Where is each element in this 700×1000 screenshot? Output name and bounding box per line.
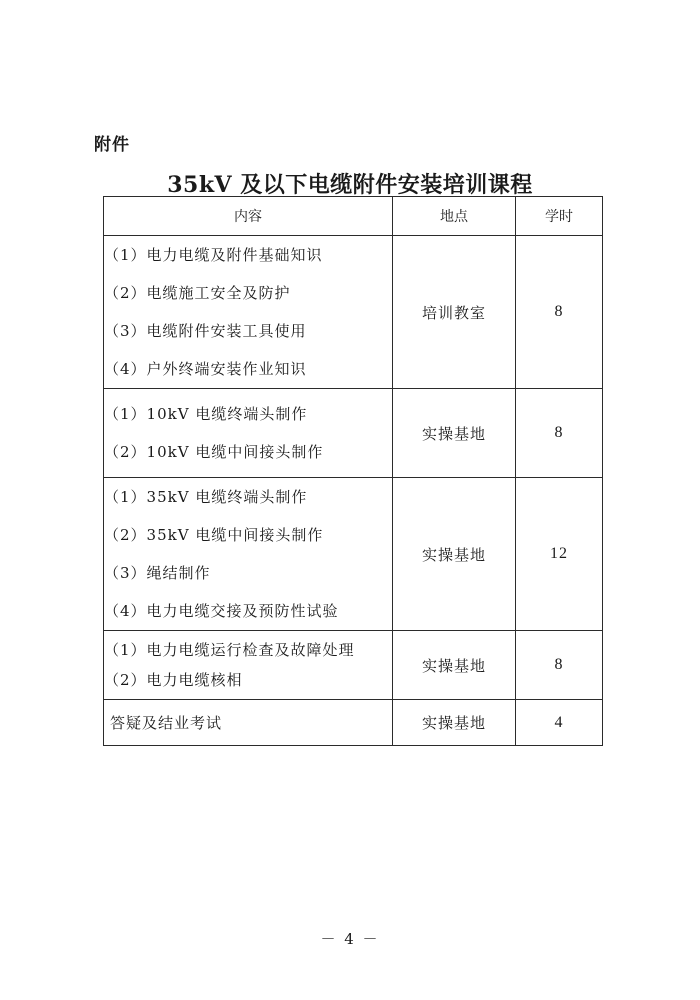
hours-cell: 8 bbox=[516, 389, 603, 478]
table-header-row bbox=[104, 197, 603, 236]
course-item: （1）10kV 电缆终端头制作 bbox=[104, 405, 308, 423]
document-title: 35kV 及以下电缆附件安装培训课程 bbox=[167, 172, 533, 198]
content-cell bbox=[104, 236, 393, 389]
hours-cell: 12 bbox=[516, 478, 603, 631]
table-row bbox=[104, 631, 603, 700]
course-table bbox=[103, 196, 603, 746]
course-item: 答疑及结业考试 bbox=[110, 714, 223, 732]
hours-cell: 8 bbox=[516, 631, 603, 700]
header-content: 内容 bbox=[104, 197, 393, 236]
course-item: （3）绳结制作 bbox=[104, 564, 211, 582]
hours-cell: 4 bbox=[516, 700, 603, 746]
attachment-label: 附件 bbox=[94, 135, 130, 155]
course-item: （1）电力电缆及附件基础知识 bbox=[104, 246, 323, 264]
place-cell: 培训教室 bbox=[393, 236, 516, 389]
header-place: 地点 bbox=[393, 197, 516, 236]
table-row bbox=[104, 236, 603, 389]
page-number: － 4 － bbox=[320, 930, 380, 948]
content-cell bbox=[104, 389, 393, 478]
place-cell: 实操基地 bbox=[393, 389, 516, 478]
header-hours: 学时 bbox=[516, 197, 603, 236]
content-cell bbox=[104, 478, 393, 631]
course-item: （1）35kV 电缆终端头制作 bbox=[104, 488, 308, 506]
course-item: （2）电缆施工安全及防护 bbox=[104, 284, 291, 302]
content-cell bbox=[104, 700, 393, 746]
course-item: （2）35kV 电缆中间接头制作 bbox=[104, 526, 324, 544]
hours-cell: 8 bbox=[516, 236, 603, 389]
course-item: （4）电力电缆交接及预防性试验 bbox=[104, 602, 339, 620]
course-item: （4）户外终端安装作业知识 bbox=[104, 360, 307, 378]
table-row bbox=[104, 700, 603, 746]
course-item: （2）10kV 电缆中间接头制作 bbox=[104, 443, 324, 461]
table-row bbox=[104, 478, 603, 631]
content-cell bbox=[104, 631, 393, 700]
course-item: （3）电缆附件安装工具使用 bbox=[104, 322, 307, 340]
place-cell: 实操基地 bbox=[393, 631, 516, 700]
place-cell: 实操基地 bbox=[393, 700, 516, 746]
place-cell: 实操基地 bbox=[393, 478, 516, 631]
course-item: （1）电力电缆运行检查及故障处理 bbox=[104, 641, 355, 659]
course-item: （2）电力电缆核相 bbox=[104, 671, 243, 689]
table-row bbox=[104, 389, 603, 478]
